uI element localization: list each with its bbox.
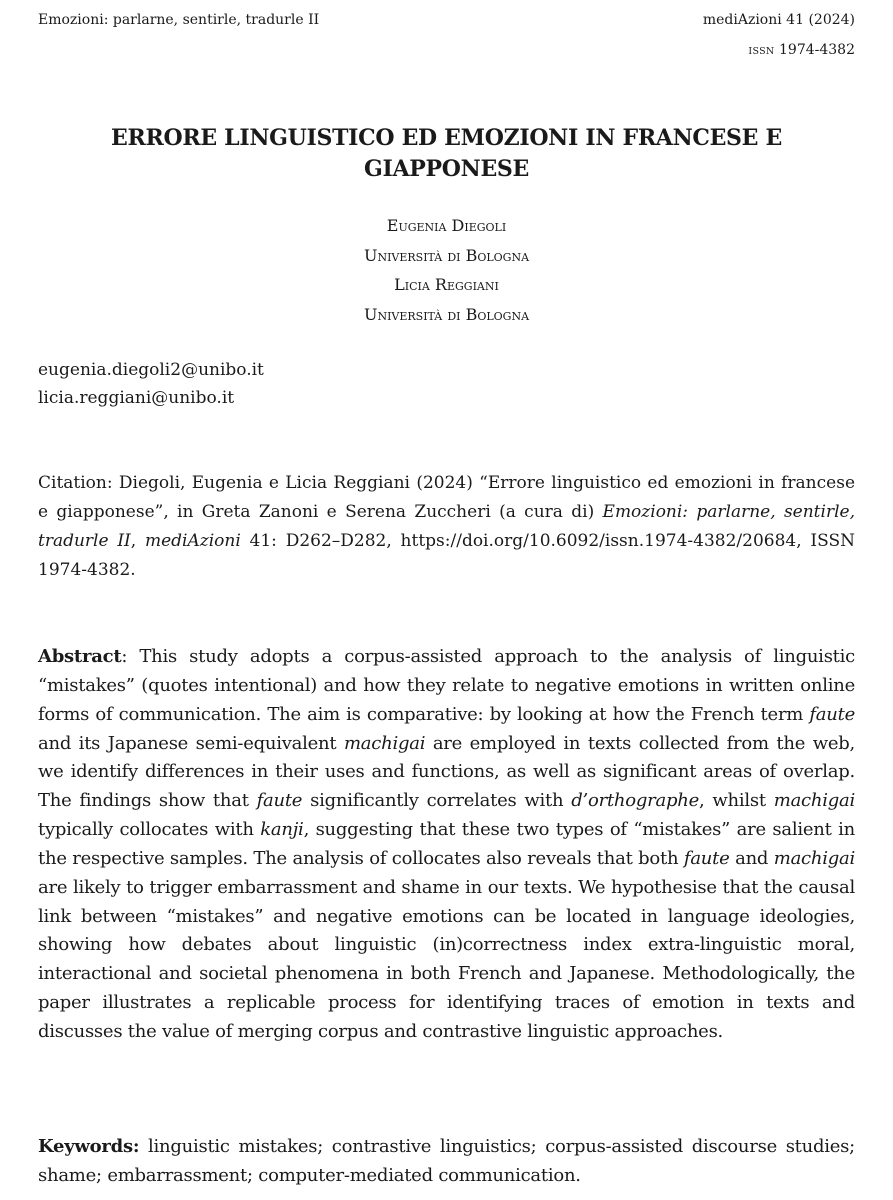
issn-number: 1974-4382 <box>779 42 855 58</box>
author-block <box>38 211 855 329</box>
running-header-issn <box>748 40 855 62</box>
term-kanji: kanji <box>260 819 304 841</box>
term-faute: faute <box>683 847 730 869</box>
article-title-line-2: GIAPPONESE <box>364 156 529 182</box>
volume-title: Emozioni: parlarne, sentirle, tradurle II <box>38 502 855 551</box>
term-machigai: machigai <box>773 790 855 812</box>
author-email[interactable]: licia.reggiani@unibo.it <box>38 388 235 408</box>
running-header-volume: Emozioni: parlarne, sentirle, tradurle II <box>38 12 320 28</box>
term-machigai: machigai <box>343 732 426 754</box>
citation-paragraph: Citation: Diegoli, Eugenia e Licia Reggiani (2024) “Errore linguistico ed emozioni in francese e giapponese”, in Greta Zanoni e Serena Zuccheri (a cura di) Emozioni: parlarne, sentirle, tradurle II, mediAzioni 41: D262–D282, https://doi.org/10.6092/issn.1974-4382/20684, ISSN 1974-4382. <box>38 473 855 580</box>
author-affiliation: Università di Bologna <box>363 304 530 324</box>
abstract-label: Abstract <box>38 646 122 667</box>
article-title <box>38 123 855 185</box>
term-faute: faute <box>256 790 303 812</box>
author-name: Eugenia Diegoli <box>386 216 507 235</box>
journal-name: mediAzioni <box>144 531 241 551</box>
issn-label: ISSN <box>748 46 775 57</box>
author-affiliation: Università di Bologna <box>363 245 530 265</box>
term-faute: faute <box>809 703 855 725</box>
email-block <box>38 356 264 412</box>
paper-first-page <box>38 0 855 1200</box>
keywords-label: Keywords: <box>38 1136 140 1157</box>
abstract-paragraph: Abstract: This study adopts a corpus-assisted approach to the analysis of linguistic “mistakes” (quotes intentional) and how they relate to negative emotions in written online forms of communication. The aim is comparative: by looking at how the French term faute and its Japanese semi-equivalent machigai are employed in texts collected from the web, we identify differences in their uses and functions, as well as significant areas of overlap. The findings show that faute significantly correlates with d’orthographe, whilst machigai typically collocates with kanji, suggesting that these two types of “mistakes” are salient in the respective samples. The analysis of collocates also reveals that both faute and machigai are likely to trigger embarrassment and shame in our texts. We hypothesise that the causal link between “mistakes” and negative emotions can be located in language ideologies, showing how debates about linguistic (in)correctness index extra-linguistic moral, interactional and societal phenomena in both French and Japanese. Methodologically, the paper illustrates a replicable process for identifying traces of emotion in texts and discusses the value of merging corpus and contrastive linguistic approaches. <box>38 646 855 1042</box>
keywords-paragraph <box>38 1132 855 1190</box>
article-title-line-1: ERRORE LINGUISTICO ED EMOZIONI IN FRANCESE E <box>111 125 782 151</box>
term-machigai: machigai <box>773 847 855 869</box>
running-header-journal: mediAzioni 41 (2024) <box>702 12 855 28</box>
author-name: Licia Reggiani <box>394 275 499 294</box>
keywords-list: linguistic mistakes; contrastive linguistics; corpus-assisted discourse studies; shame; embarrassment; computer-mediated communication. <box>38 1136 855 1186</box>
term-orthographe: d’orthographe <box>571 790 699 812</box>
author-email[interactable]: eugenia.diegoli2@unibo.it <box>38 360 264 380</box>
